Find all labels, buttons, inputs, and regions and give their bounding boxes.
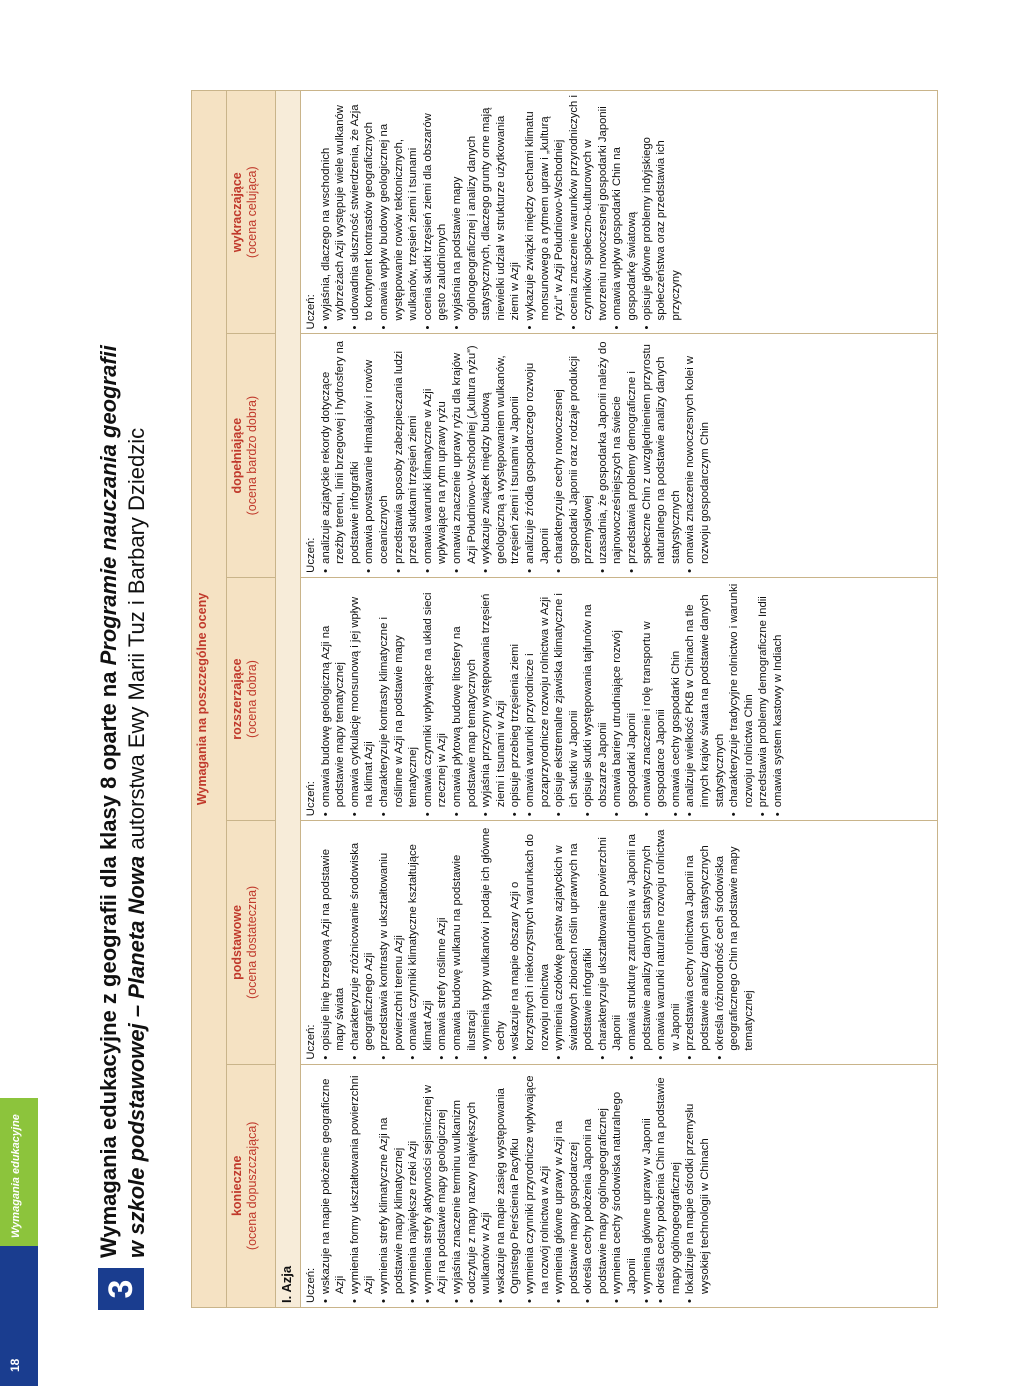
cell-intro: Uczeń:	[305, 1267, 317, 1303]
requirement-item: • omawia płytową budowę litosfery na podstawie map tematycznych	[450, 582, 479, 816]
requirement-item: • omawia system kastowy w Indiach	[771, 582, 786, 816]
title-line-2-text: autorstwa Ewy Marii Tuz i Barbary Dziedzic	[124, 427, 149, 856]
cell-intro: Uczeń:	[305, 294, 317, 330]
requirement-item: • opisuje główne problemy indyjskiego społeczeństwa oraz przedstawia ich przyczyny	[640, 95, 684, 329]
requirement-item: • charakteryzuje zróżnicowanie środowiska geograficznego Azji	[348, 825, 377, 1059]
requirement-item: • omawia cyrkulację monsunową i jej wpływ na klimat Azji	[348, 582, 377, 816]
requirement-item: • wymienia główne uprawy w Azji na podstawie mapy gospodarczej	[552, 1069, 581, 1303]
requirement-item: • omawia wpływ gospodarki Chin na gospodarkę światową	[610, 95, 639, 329]
requirement-item: • uzasadnia, że gospodarka Japonii należy do najnowocześniejszych na świecie	[596, 338, 625, 572]
requirements-list	[319, 1069, 713, 1303]
page-number: 18	[8, 1358, 22, 1372]
requirement-item: • przedstawia cechy rolnictwa Japonii na podstawie analizy danych statystycznych	[683, 825, 712, 1059]
chapter-number-badge: 3	[98, 1268, 144, 1310]
requirement-item: • charakteryzuje cechy nowoczesnej gospodarki Japonii oraz rodzaje produkcji przemysłowej	[552, 338, 596, 572]
requirement-item: • przedstawia problemy demograficzne i społeczne Chin z uwzględnieniem przyrostu naturalnego na podstawie analizy danych statystycznych	[625, 338, 683, 572]
requirement-item: • wymienia formy ukształtowania powierzchni Azji	[348, 1069, 377, 1303]
requirement-item: • określa cechy położenia Japonii na podstawie mapy ogólnogeograficznej	[581, 1069, 610, 1303]
title-line-1-emphasis: Programie nauczania geografii	[96, 345, 121, 666]
requirement-item: • udowadnia słuszność stwierdzenia, że Azja to kontynent kontrastów geograficznych	[348, 95, 377, 329]
requirements-cell	[301, 91, 938, 334]
requirements-table-wrapper	[191, 90, 988, 1308]
requirement-item: • charakteryzuje ukształtowanie powierzchni Japonii	[596, 825, 625, 1059]
column-header	[227, 577, 276, 820]
requirement-item: • wymienia największe rzeki Azji	[406, 1069, 421, 1303]
requirement-item: • omawia strukturę zatrudnienia w Japonii na podstawie analizy danych statystycznych	[625, 825, 654, 1059]
requirement-item: • określa różnorodność cech środowiska geograficznego Chin na podstawie mapy tematycznej	[713, 825, 757, 1059]
requirement-item: • wymienia czołówkę państw azjatyckich w światowych zbiorach roślin uprawnych na podstawie infografiki	[552, 825, 596, 1059]
requirement-item: • wyjaśnia znaczenie terminu wulkanizm	[450, 1069, 465, 1303]
requirement-item: • ocenia znaczenie warunków przyrodniczych i czynników społeczno-kulturowych w tworzeniu nowoczesnej gospodarki Japonii	[567, 95, 611, 329]
requirement-item: • omawia warunki klimatyczne w Azji wpływające na rytm uprawy ryżu	[421, 338, 450, 572]
requirement-item: • wyjaśnia przyczyny występowania trzęsień ziemi i tsunami w Azji	[479, 582, 508, 816]
column-header	[227, 1064, 276, 1307]
title-line-2-emphasis: w szkole podstawowej – Planeta Nowa	[124, 855, 149, 1258]
requirements-cell	[301, 821, 938, 1064]
requirement-item: • odczytuje z mapy nazwy największych wulkanów w Azji	[465, 1069, 494, 1303]
requirements-row	[301, 91, 938, 1308]
column-subtitle: (ocena dostateczna)	[245, 885, 259, 1000]
requirement-item: • wskazuje na mapie obszary Azji o korzystnych i niekorzystnych warunkach do rozwoju rolnictwa	[508, 825, 552, 1059]
requirement-item: • opisuje linię brzegową Azji na podstawie mapy świata	[319, 825, 348, 1059]
column-title: podstawowe	[230, 904, 244, 980]
title-line-2	[124, 428, 150, 1258]
requirement-item: • określa cechy położenia Chin na podstawie mapy ogólnogeograficznej	[654, 1069, 683, 1303]
requirement-item: • omawia powstawanie Himalajów i rowów oceanicznych	[362, 338, 391, 572]
requirement-item: • wymienia strefy klimatyczne Azji na podstawie mapy klimatycznej	[377, 1069, 406, 1303]
column-subtitle: (ocena dobra)	[245, 660, 259, 738]
requirement-item: • ocenia skutki trzęsień ziemi dla obszarów gęsto zaludnionych	[421, 95, 450, 329]
requirement-item: • omawia budowę wulkanu na podstawie ilustracji	[450, 825, 479, 1059]
requirement-item: • analizuje źródła gospodarczego rozwoju Japonii	[523, 338, 552, 572]
table-column-header-row	[227, 91, 276, 1308]
requirement-item: • wymienia cechy środowiska naturalnego Japonii	[610, 1069, 639, 1303]
requirement-item: • wymienia czynniki przyrodnicze wpływające na rozwój rolnictwa w Azji	[523, 1069, 552, 1303]
requirement-item: • przedstawia problemy demograficzne Indii	[756, 582, 771, 816]
requirement-item: • wykazuje związek między budową geologiczną a występowaniem wulkanów, trzęsień ziemi i tsunami w Japonii	[479, 338, 523, 572]
column-header	[227, 91, 276, 334]
requirement-item: • opisuje ekstremalne zjawiska klimatyczne i ich skutki w Japonii	[552, 582, 581, 816]
column-title: wykraczające	[230, 172, 244, 253]
column-subtitle: (ocena dopuszczająca)	[245, 1121, 259, 1251]
requirement-item: • wskazuje na mapie zasięg występowania Ognistego Pierścienia Pacyfiku	[494, 1069, 523, 1303]
requirement-item: • omawia warunki przyrodnicze i pozaprzyrodnicze rozwoju rolnictwa w Azji	[523, 582, 552, 816]
requirement-item: • opisuje przebieg trzęsienia ziemi	[508, 582, 523, 816]
requirement-item: • omawia wpływ budowy geologicznej na występowanie rowów tektonicznych, wulkanów, trzęsień ziemi i tsunami	[377, 95, 421, 329]
cell-intro: Uczeń:	[305, 537, 317, 573]
requirement-item: • charakteryzuje tradycyjne rolnictwo i warunki rozwoju rolnictwa Chin	[727, 582, 756, 816]
requirement-item: • omawia znaczenie i rolę transportu w gospodarce Japonii	[640, 582, 669, 816]
section-title: I. Azja	[276, 91, 301, 1308]
requirement-item: • analizuje wielkość PKB w Chinach na tle innych krajów świata na podstawie danych statystycznych	[683, 582, 727, 816]
column-header	[227, 821, 276, 1064]
requirements-cell	[301, 577, 938, 820]
cell-intro: Uczeń:	[305, 1024, 317, 1060]
table-span-header-row	[192, 91, 227, 1308]
requirement-item: • omawia znaczenie nowoczesnych kolei w rozwoju gospodarczym Chin	[683, 338, 712, 572]
title-line-1-text: Wymagania edukacyjne z geografii dla klasy 8 oparte na	[96, 665, 121, 1258]
requirement-item: • omawia warunki naturalne rozwoju rolnictwa w Japonii	[654, 825, 683, 1059]
requirements-cell	[301, 1064, 938, 1307]
requirement-item: • omawia budowę geologiczną Azji na podstawie mapy tematycznej	[319, 582, 348, 816]
requirement-item: • omawia cechy gospodarki Chin	[669, 582, 684, 816]
requirement-item: • wyjaśnia, dlaczego na wschodnich wybrzeżach Azji występuje wiele wulkanów	[319, 95, 348, 329]
requirement-item: • charakteryzuje kontrasty klimatyczne i roślinne w Azji na podstawie mapy tematycznej	[377, 582, 421, 816]
column-subtitle: (ocena bardzo dobra)	[245, 395, 259, 516]
requirements-list	[319, 95, 684, 329]
requirement-item: • analizuje azjatyckie rekordy dotyczące rzeźby terenu, linii brzegowej i hydrosfery na podstawie infografiki	[319, 338, 363, 572]
title-line-1	[96, 345, 122, 1258]
column-title: konieczne	[230, 1155, 244, 1217]
requirement-item: • omawia strefy roślinne Azji	[435, 825, 450, 1059]
requirement-item: • omawia czynniki wpływające na układ sieci rzecznej w Azji	[421, 582, 450, 816]
requirement-item: • przedstawia kontrasty w ukształtowaniu powierzchni terenu Azji	[377, 825, 406, 1059]
requirement-item: • wymienia główne uprawy w Japonii	[640, 1069, 655, 1303]
column-subtitle: (ocena celująca)	[245, 166, 259, 259]
requirement-item: • wymienia strefy aktywności sejsmicznej w Azji na podstawie mapy geologicznej	[421, 1069, 450, 1303]
column-title: dopełniające	[230, 417, 244, 494]
requirement-item: • omawia znaczenie uprawy ryżu dla krajów Azji Południowo-Wschodniej („kultura ryżu”)	[450, 338, 479, 572]
requirement-item: • wymienia typy wulkanów i podaje ich główne cechy	[479, 825, 508, 1059]
requirements-list	[319, 582, 786, 816]
requirements-list	[319, 825, 757, 1059]
requirements-list	[319, 338, 713, 572]
span-header: Wymagania na poszczególne oceny	[192, 91, 227, 1308]
cell-intro: Uczeń:	[305, 781, 317, 817]
section-label: Wymagania edukacyjne	[10, 1114, 22, 1238]
requirement-item: • omawia bariery utrudniające rozwój gospodarki Japonii	[610, 582, 639, 816]
requirement-item: • wyjaśnia na podstawie mapy ogólnogeograficznej i analizy danych statystycznych, dlaczego grunty orne mają niewielki udział w strukturze użytkowania ziemi w Azji	[450, 95, 523, 329]
requirement-item: • lokalizuje na mapie ośrodki przemysłu wysokiej technologii w Chinach	[683, 1069, 712, 1303]
requirement-item: • opisuje skutki występowania tajfunów na obszarze Japonii	[581, 582, 610, 816]
requirement-item: • wykazuje związki między cechami klimatu monsunowego a rytmem upraw i „kulturą ryżu” w Azji Południowo-Wschodniej	[523, 95, 567, 329]
column-header	[227, 334, 276, 577]
section-row	[276, 91, 301, 1308]
requirement-item: • wskazuje na mapie położenie geograficzne Azji	[319, 1069, 348, 1303]
requirement-item: • przedstawia sposoby zabezpieczania ludzi przed skutkami trzęsień ziemi	[392, 338, 421, 572]
requirement-item: • omawia czynniki klimatyczne kształtujące klimat Azji	[406, 825, 435, 1059]
requirements-cell	[301, 334, 938, 577]
column-title: rozszerzające	[230, 658, 244, 740]
requirements-table	[191, 90, 938, 1308]
